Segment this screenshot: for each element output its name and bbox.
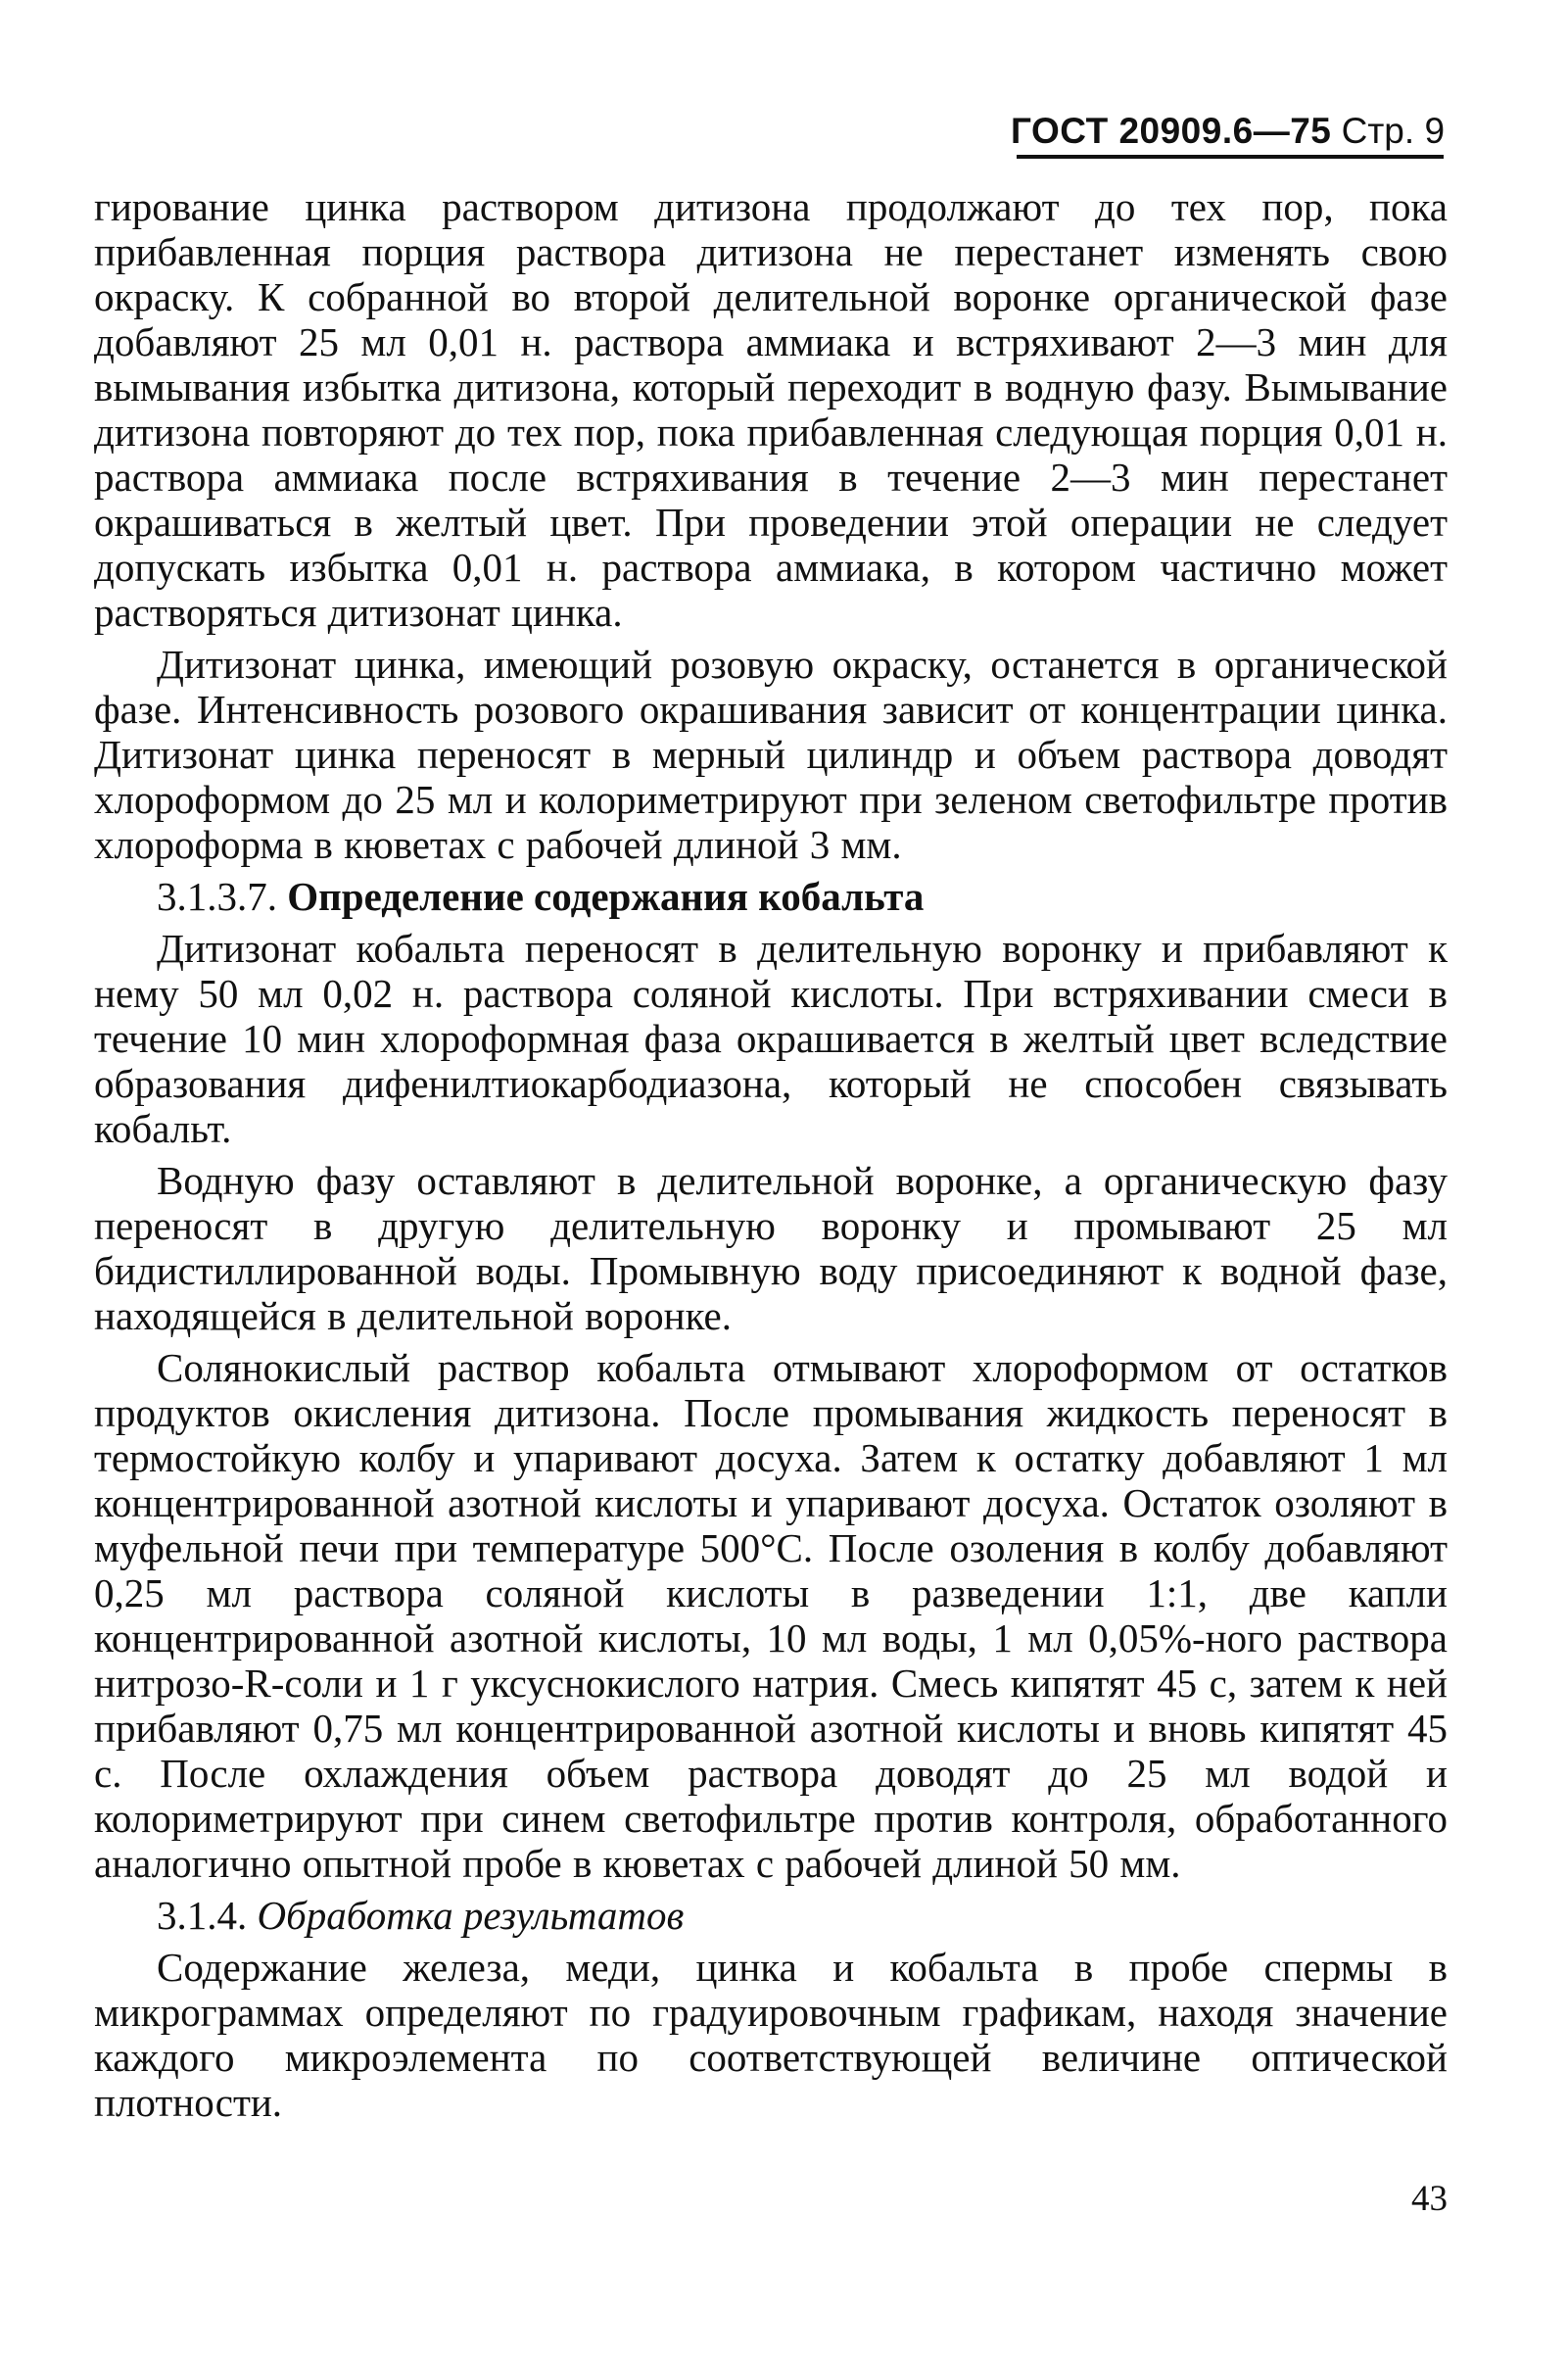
paragraph-zinc-dithizonate: Дитизонат цинка, имеющий розовую окраску, останется в органической фазе. Интенсивность розового окрашивания зависит от концентрации цинка. Дитизонат цинка переносят в мерный цилиндр и объем раствора доводят хлороформом до 25 мл и колориметрируют при зеленом светофильтре против хлороформа в кюветах с рабочей длиной 3 мм. — [94, 642, 1448, 867]
page-reference: Стр. 9 — [1341, 111, 1446, 151]
running-header — [1011, 104, 1446, 159]
paragraph-aqueous-phase: Водную фазу оставляют в делительной воронке, а органическую фазу переносят в другую делительную воронку и промывают 25 мл бидистиллированной воды. Промывную воду присоединяют к водной фазе, находящейся в делительной воронке. — [94, 1158, 1448, 1338]
section-number: 3.1.3.7. — [157, 874, 277, 919]
section-heading-results — [94, 1893, 1448, 1938]
paragraph-zinc-extraction: гирование цинка раствором дитизона продолжают до тех пор, пока прибавленная порция раствора дитизона не перестанет изменять свою окраску. К собранной во второй делительной воронке органической фазе добавляют 25 мл 0,01 н. раствора аммиака и встряхивают 2—3 мин для вымывания избытка дитизона, который переходит в водную фазу. Вымывание дитизона повторяют до тех пор, пока прибавленная следующая порция 0,01 н. раствора аммиака после встряхивания в течение 2—3 мин перестанет окрашиваться в желтый цвет. При проведении этой операции не следует допускать избытка 0,01 н. раствора аммиака, в котором частично может растворяться дитизонат цинка. — [94, 184, 1448, 635]
section-number: 3.1.4. — [157, 1893, 248, 1938]
standard-designation: ГОСТ 20909.6—75 — [1011, 111, 1332, 151]
header-rule — [1017, 155, 1444, 159]
section-heading-cobalt — [94, 874, 1448, 919]
paragraph-cobalt-solution: Солянокислый раствор кобальта отмывают хлороформом от остатков продуктов окисления дитизона. После промывания жидкость переносят в термостойкую колбу и упаривают досуха. Затем к остатку добавляют 1 мл концентрированной азотной кислоты и упаривают досуха. Остаток озоляют в муфельной печи при температуре 500°С. После озоления в колбу добавляют 0,25 мл раствора соляной кислоты в разведении 1:1, две капли концентрированной азотной кислоты, 10 мл воды, 1 мл 0,05%-ного раствора нитрозо-R-соли и 1 г уксуснокислого натрия. Смесь кипятят 45 с, затем к ней прибавляют 0,75 мл концентрированной азотной кислоты и вновь кипятят 45 с. После охлаждения объем раствора доводят до 25 мл водой и колориметрируют при синем светофильтре против контроля, обработанного аналогично опытной пробе в кюветах с рабочей длиной 50 мм. — [94, 1345, 1448, 1886]
paragraph-results: Содержание железа, меди, цинка и кобальта в пробе спермы в микрограммах определяют по градуировочным графикам, находя значение каждого микроэлемента по соответствующей величине оптической плотности. — [94, 1945, 1448, 2125]
section-title: Обработка результатов — [257, 1893, 685, 1938]
paragraph-cobalt-dithizonate: Дитизонат кобальта переносят в делительную воронку и прибавляют к нему 50 мл 0,02 н. раствора соляной кислоты. При встряхивании смеси в течение 10 мин хлороформная фаза окрашивается в желтый цвет вследствие образования дифенилтиокарбодиазона, который не способен связывать кобальт. — [94, 926, 1448, 1151]
section-title: Определение содержания кобальта — [287, 874, 925, 919]
body-text — [94, 184, 1448, 2132]
page-number: 43 — [1411, 2179, 1448, 2219]
